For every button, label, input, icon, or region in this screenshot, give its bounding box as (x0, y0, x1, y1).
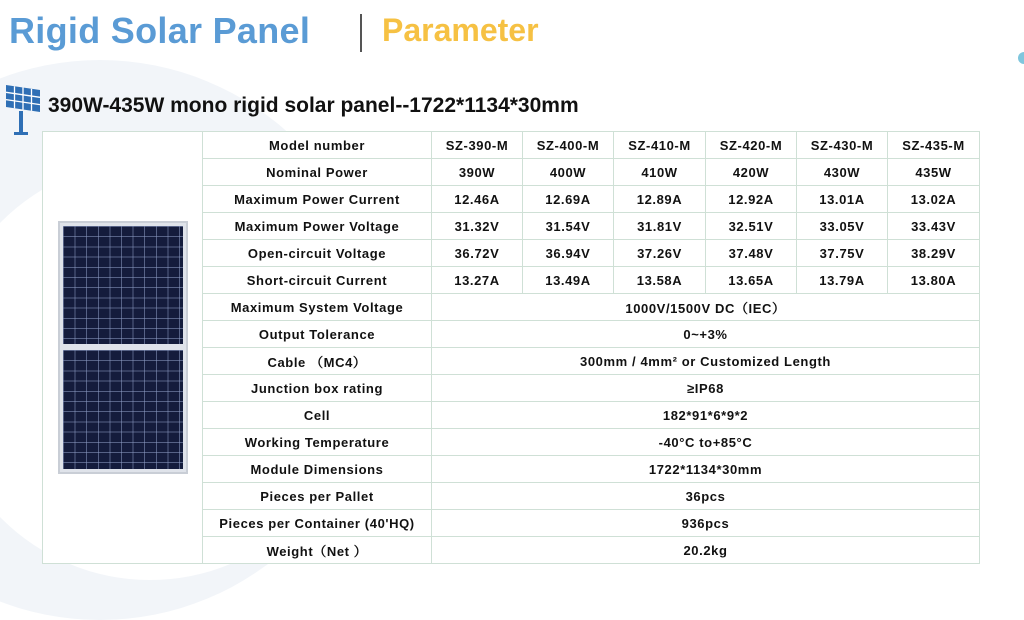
product-subtitle: 390W-435W mono rigid solar panel--1722*1134*30mm (48, 94, 579, 117)
row-label: Short-circuit Current (203, 267, 432, 294)
value-cell: 32.51V (706, 213, 797, 240)
product-image-cell (43, 132, 203, 564)
value-cell: 36.72V (432, 240, 523, 267)
panel-cells-bottom (63, 350, 183, 469)
spec-table-body (43, 132, 980, 564)
value-cell: 435W (888, 159, 980, 186)
model-number-cell: SZ-390-M (432, 132, 523, 159)
row-label: Open-circuit Voltage (203, 240, 432, 267)
value-cell: 13.49A (523, 267, 614, 294)
row-label: Junction box rating (203, 375, 432, 402)
value-cell: 12.89A (614, 186, 706, 213)
table-row (43, 132, 980, 159)
page-header (0, 0, 1024, 70)
shared-value-cell: -40°C to+85°C (432, 429, 980, 456)
subtitle-row (0, 84, 1024, 128)
value-cell: 13.27A (432, 267, 523, 294)
value-cell: 12.46A (432, 186, 523, 213)
value-cell: 13.65A (706, 267, 797, 294)
row-label: Output Tolerance (203, 321, 432, 348)
shared-value-cell: 1000V/1500V DC（IEC） (432, 294, 980, 321)
title-divider (360, 14, 362, 52)
model-number-cell: SZ-400-M (523, 132, 614, 159)
row-label: Weight（Net ） (203, 537, 432, 564)
row-label: Model number (203, 132, 432, 159)
value-cell: 400W (523, 159, 614, 186)
shared-value-cell: 0~+3% (432, 321, 980, 348)
shared-value-cell: 936pcs (432, 510, 980, 537)
row-label: Cell (203, 402, 432, 429)
value-cell: 37.48V (706, 240, 797, 267)
value-cell: 36.94V (523, 240, 614, 267)
value-cell: 33.43V (888, 213, 980, 240)
value-cell: 430W (797, 159, 888, 186)
value-cell: 12.69A (523, 186, 614, 213)
value-cell: 31.32V (432, 213, 523, 240)
row-label: Module Dimensions (203, 456, 432, 483)
value-cell: 12.92A (706, 186, 797, 213)
model-number-cell: SZ-420-M (706, 132, 797, 159)
value-cell: 33.05V (797, 213, 888, 240)
solar-panel-icon (4, 84, 42, 141)
row-label: Pieces per Pallet (203, 483, 432, 510)
value-cell: 31.54V (523, 213, 614, 240)
value-cell: 13.80A (888, 267, 980, 294)
value-cell: 13.02A (888, 186, 980, 213)
row-label: Working Temperature (203, 429, 432, 456)
value-cell: 13.01A (797, 186, 888, 213)
panel-cells-top (63, 226, 183, 344)
section-title: Parameter (382, 12, 539, 48)
solar-panel-image (58, 221, 188, 474)
row-label: Maximum Power Current (203, 186, 432, 213)
value-cell: 13.79A (797, 267, 888, 294)
spec-table (42, 131, 980, 564)
model-number-cell: SZ-435-M (888, 132, 980, 159)
value-cell: 38.29V (888, 240, 980, 267)
value-cell: 37.75V (797, 240, 888, 267)
value-cell: 390W (432, 159, 523, 186)
value-cell: 31.81V (614, 213, 706, 240)
row-label: Maximum Power Voltage (203, 213, 432, 240)
model-number-cell: SZ-430-M (797, 132, 888, 159)
row-label: Maximum System Voltage (203, 294, 432, 321)
value-cell: 13.58A (614, 267, 706, 294)
shared-value-cell: 182*91*6*9*2 (432, 402, 980, 429)
page-title: Rigid Solar Panel (9, 10, 311, 51)
shared-value-cell: 20.2kg (432, 537, 980, 564)
shared-value-cell: 36pcs (432, 483, 980, 510)
row-label: Cable （MC4） (203, 348, 432, 375)
shared-value-cell: 1722*1134*30mm (432, 456, 980, 483)
shared-value-cell: ≥IP68 (432, 375, 980, 402)
model-number-cell: SZ-410-M (614, 132, 706, 159)
value-cell: 37.26V (614, 240, 706, 267)
value-cell: 410W (614, 159, 706, 186)
shared-value-cell: 300mm / 4mm² or Customized Length (432, 348, 980, 375)
row-label: Nominal Power (203, 159, 432, 186)
value-cell: 420W (706, 159, 797, 186)
row-label: Pieces per Container (40'HQ) (203, 510, 432, 537)
